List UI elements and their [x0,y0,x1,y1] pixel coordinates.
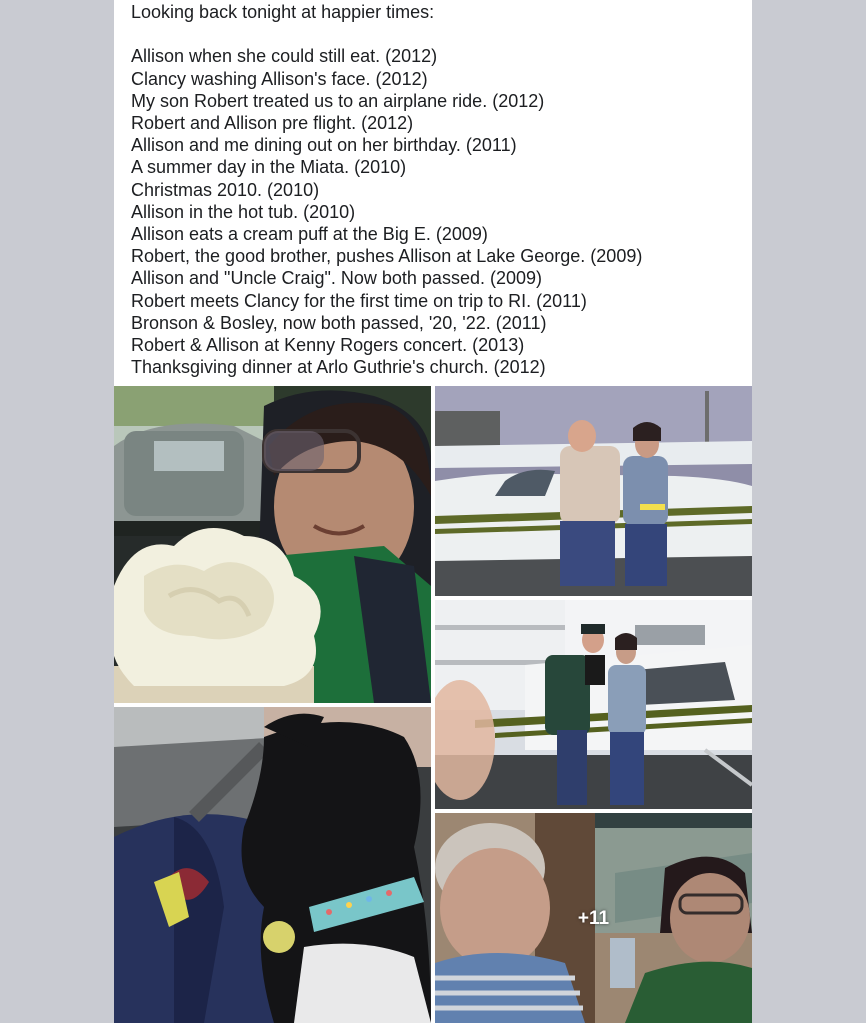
post-card [114,0,752,1023]
photo-dog-image [114,707,431,1023]
caption-line: Allison and me dining out on her birthday. (2011) [131,135,517,156]
caption-line: Bronson & Bosley, now both passed, '20, '22. (2011) [131,312,547,333]
post-text [131,1,746,378]
caption-line: Thanksgiving dinner at Arlo Guthrie's church. (2012) [131,357,546,378]
photo-more-overlay-tile[interactable] [435,813,752,1023]
caption-line: Allison in the hot tub. (2010) [131,201,356,222]
caption-line: Allison when she could still eat. (2012) [131,46,438,67]
photo-grid [114,386,752,1023]
caption-line: Allison and "Uncle Craig". Now both passed. (2009) [131,268,542,289]
photo-airplane-pre-flight[interactable] [435,386,752,596]
photo-airplane-image [435,386,752,596]
caption-list [131,45,746,378]
more-photos-count: +11 [577,908,610,929]
more-photos-overlay [435,813,752,1023]
photo-airplane-hangar[interactable] [435,600,752,809]
caption-line: Allison eats a cream puff at the Big E. (2009) [131,224,488,245]
photo-cream-puff-image [114,386,431,703]
photo-allison-cream-puff[interactable] [114,386,431,703]
caption-line: Christmas 2010. (2010) [131,179,320,200]
caption-line: Robert, the good brother, pushes Allison at Lake George. (2009) [131,246,643,267]
caption-line: Clancy washing Allison's face. (2012) [131,68,428,89]
post-intro: Looking back tonight at happier times: [131,2,435,22]
caption-line: Robert meets Clancy for the first time on trip to RI. (2011) [131,290,587,311]
caption-line: A summer day in the Miata. (2010) [131,157,407,178]
caption-line: Robert and Allison pre flight. (2012) [131,113,414,133]
caption-line: My son Robert treated us to an airplane ride. (2012) [131,90,545,111]
caption-line: Robert & Allison at Kenny Rogers concert. (2013) [131,335,525,356]
photo-hangar-image [435,600,752,809]
photo-clancy-dog[interactable] [114,707,431,1023]
